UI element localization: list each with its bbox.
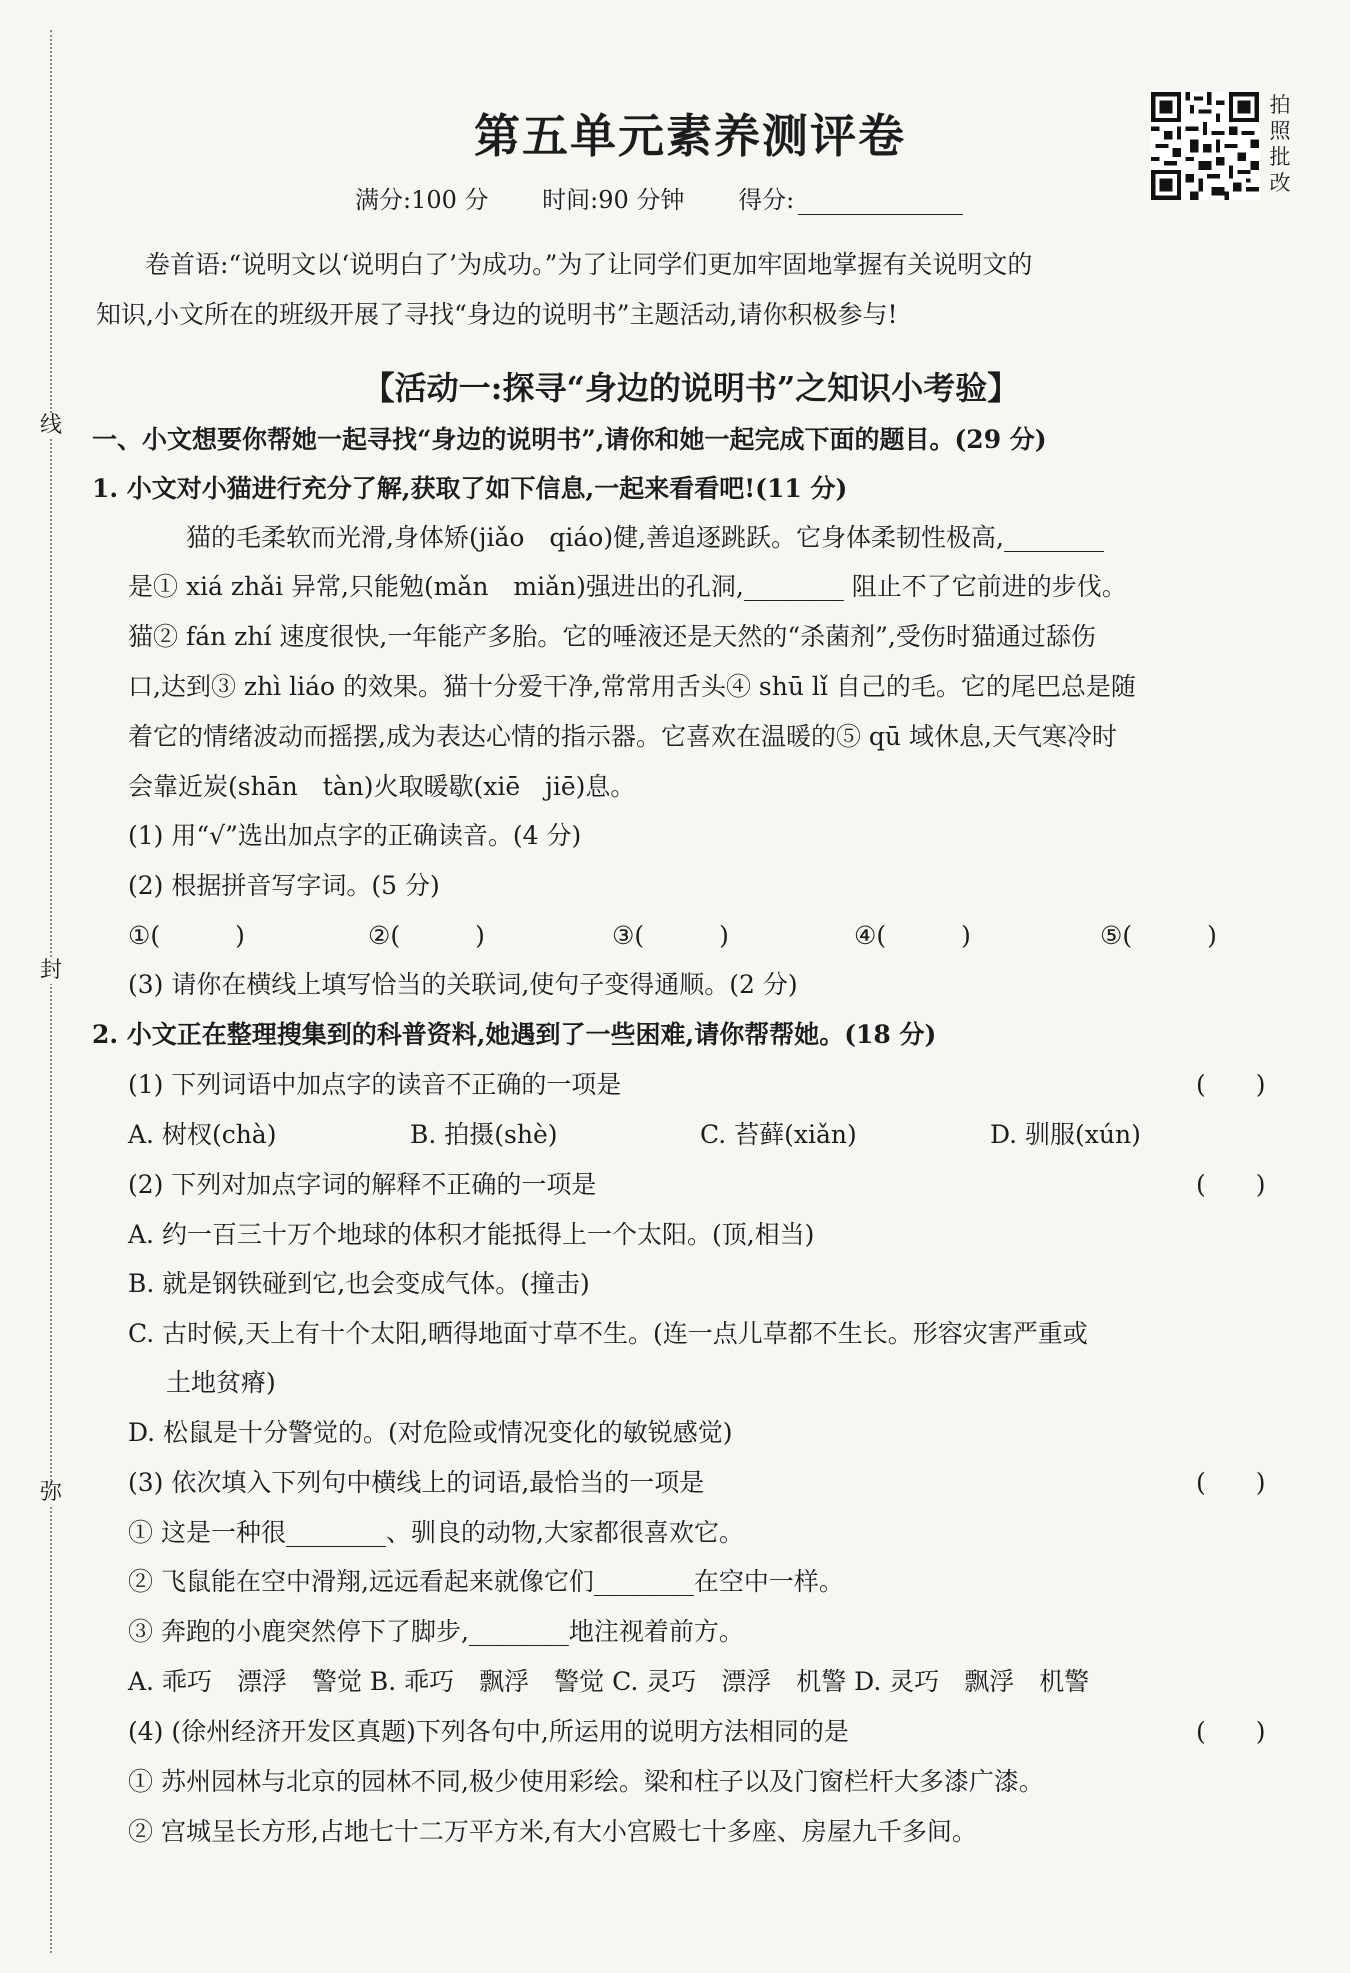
option-d: D. 松鼠是十分警觉的。(对危险或情况变化的敏锐感觉): [128, 1418, 733, 1447]
score-label: [738, 186, 1009, 214]
qr-label-char: 批: [1269, 145, 1291, 169]
intro-line-1: 卷首语:“说明文以‘说明白了’为成功。”为了让同学们更加牢固地掌握有关说明文的: [145, 250, 1033, 279]
time-limit: 时间:90 分钟: [542, 186, 685, 214]
option-d: D. 驯服(xún): [990, 1120, 1141, 1149]
qr-label-char: 照: [1269, 119, 1291, 143]
fill-sentence: ② 飞鼠能在空中滑翔,远远看起来就像它们________在空中一样。: [128, 1567, 844, 1596]
answer-paren[interactable]: ( ): [1196, 1717, 1266, 1746]
fill-sentence: ① 这是一种很________、驯良的动物,大家都很喜欢它。: [128, 1518, 744, 1547]
full-score: 满分:100 分: [355, 186, 489, 214]
passage-line: 会靠近炭(shān tàn)火取暖歇(xiē jiē)息。: [128, 772, 636, 801]
option-c-continued: 土地贫瘠): [166, 1368, 276, 1397]
q2-sub-3: (3) 依次填入下列句中横线上的词语,最恰当的一项是: [128, 1468, 705, 1497]
answer-paren[interactable]: ( ): [1196, 1468, 1266, 1497]
option-c: C. 古时候,天上有十个太阳,晒得地面寸草不生。(连一点儿草都不生长。形容灾害严重或: [128, 1319, 1088, 1348]
option-c: C. 苔藓(xiǎn): [700, 1120, 857, 1149]
binding-cut-line: [50, 30, 52, 1953]
method-sentence: ① 苏州园林与北京的园林不同,极少使用彩绘。梁和柱子以及门窗栏杆大多漆广漆。: [128, 1767, 1044, 1796]
q1-sub-2: (2) 根据拼音写字词。(5 分): [128, 871, 440, 900]
option-b: B. 拍摄(shè): [410, 1120, 558, 1149]
score-blank[interactable]: [798, 192, 963, 215]
question-1-stem: 1. 小文对小猫进行充分了解,获取了如下信息,一起来看看吧!(11 分): [92, 474, 848, 503]
qr-label-char: 改: [1269, 171, 1291, 195]
q1-sub-3: (3) 请你在横线上填写恰当的关联词,使句子变得通顺。(2 分): [128, 970, 798, 999]
option-a: A. 约一百三十万个地球的体积才能抵得上一个太阳。(顶,相当): [128, 1220, 815, 1249]
section-heading: 一、小文想要你帮她一起寻找“身边的说明书”,请你和她一起完成下面的题目。(29 分): [92, 425, 1047, 454]
answer-blank[interactable]: ③( ): [612, 921, 729, 950]
method-sentence: ② 宫城呈长方形,占地七十二万平方米,有大小宫殿七十多座、房屋九千多间。: [128, 1817, 977, 1846]
qr-label-char: 拍: [1269, 93, 1291, 117]
intro-line-2: 知识,小文所在的班级开展了寻找“身边的说明书”主题活动,请你积极参与!: [96, 300, 898, 329]
option-a: A. 树杈(chà): [128, 1120, 277, 1149]
answer-blank[interactable]: ②( ): [368, 921, 485, 950]
option-b: B. 就是钢铁碰到它,也会变成气体。(撞击): [128, 1269, 590, 1298]
q2-sub3-options: A. 乖巧 漂浮 警觉 B. 乖巧 飘浮 警觉 C. 灵巧 漂浮 机警 D. 灵巧 飘浮 机警: [128, 1667, 1090, 1696]
answer-paren[interactable]: ( ): [1196, 1070, 1266, 1099]
fill-sentence: ③ 奔跑的小鹿突然停下了脚步,________地注视着前方。: [128, 1617, 744, 1646]
passage-line: 口,达到③ zhì liáo 的效果。猫十分爱干净,常常用舌头④ shū lǐ 自己的毛。它的尾巴总是随: [128, 672, 1136, 701]
margin-mark-feng: 封: [39, 958, 62, 983]
q2-sub-1: (1) 下列词语中加点字的读音不正确的一项是: [128, 1070, 622, 1099]
passage-line: 猫② fán zhí 速度很快,一年能产多胎。它的唾液还是天然的“杀菌剂”,受伤时猫通过舔伤: [128, 622, 1096, 651]
margin-mark-mi: 弥: [39, 1480, 62, 1505]
q2-sub-4: (4) (徐州经济开发区真题)下列各句中,所运用的说明方法相同的是: [128, 1717, 849, 1746]
passage-line: 猫的毛柔软而光滑,身体矫(jiǎo qiáo)健,善追逐跳跃。它身体柔韧性极高,________: [186, 523, 1105, 552]
passage-line: 着它的情绪波动而摇摆,成为表达心情的指示器。它喜欢在温暖的⑤ qū 域休息,天气寒冷时: [128, 722, 1117, 751]
q1-sub-1: (1) 用“√”选出加点字的正确读音。(4 分): [128, 821, 582, 850]
passage-line: 是① xiá zhǎi 异常,只能勉(mǎn miǎn)强进出的孔洞,________ 阻止不了它前进的步伐。: [128, 572, 1127, 601]
page-title: 第五单元素养测评卷: [474, 109, 906, 163]
activity-title: 【活动一:探寻“身边的说明书”之知识小考验】: [362, 369, 1020, 407]
q2-sub-2: (2) 下列对加点字词的解释不正确的一项是: [128, 1170, 597, 1199]
score-label-text: 得分:: [738, 186, 795, 214]
answer-paren[interactable]: ( ): [1196, 1170, 1266, 1199]
question-2-stem: 2. 小文正在整理搜集到的科普资料,她遇到了一些困难,请你帮帮她。(18 分): [92, 1020, 937, 1049]
answer-blank[interactable]: ⑤( ): [1100, 921, 1217, 950]
margin-mark-xian: 线: [39, 413, 62, 438]
answer-blank[interactable]: ④( ): [854, 921, 971, 950]
exam-meta: [355, 180, 1055, 215]
answer-blank[interactable]: ①( ): [128, 921, 245, 950]
